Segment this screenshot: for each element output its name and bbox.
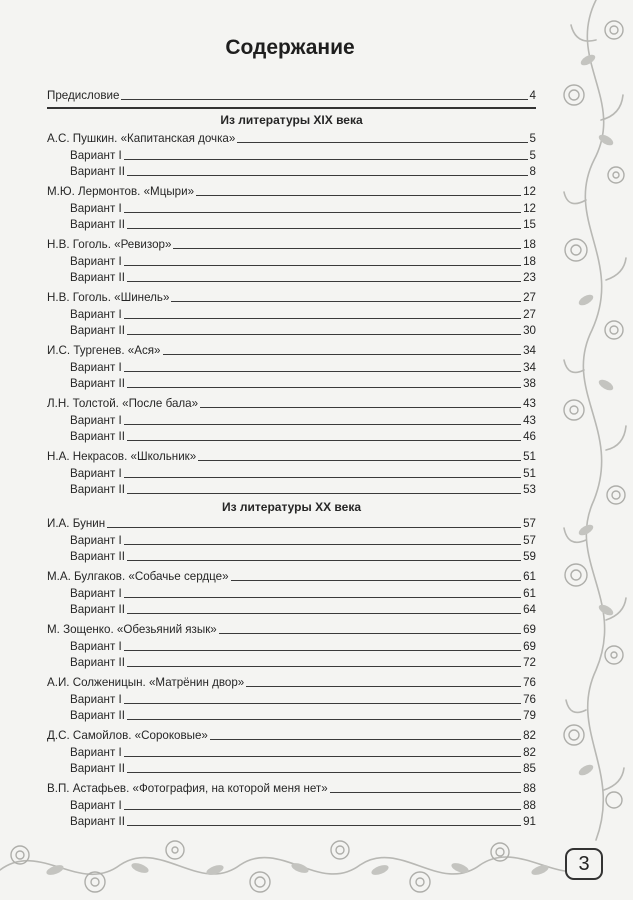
dot-leader <box>124 371 521 372</box>
entry-title: М.Ю. Лермонтов. «Мцыри» <box>47 185 195 198</box>
dot-leader <box>237 142 527 143</box>
dot-leader <box>127 440 521 441</box>
toc-entry-variant[interactable] <box>70 430 536 444</box>
entry-page-number: 79 <box>523 709 536 722</box>
entry-page-number: 4 <box>529 89 536 102</box>
toc-entry-variant[interactable] <box>70 255 536 269</box>
entry-page-number: 91 <box>523 815 536 828</box>
dot-leader <box>127 825 521 826</box>
dot-leader <box>124 265 521 266</box>
dot-leader <box>121 99 527 100</box>
entry-title: Н.В. Гоголь. «Шинель» <box>47 291 170 304</box>
entry-page-number: 59 <box>523 550 536 563</box>
entry-page-number: 18 <box>523 238 536 251</box>
entry-page-number: 5 <box>529 132 536 145</box>
entry-title: Вариант I <box>70 534 122 547</box>
entry-page-number: 38 <box>523 377 536 390</box>
dot-leader <box>124 318 521 319</box>
entry-title: Вариант II <box>70 709 125 722</box>
entry-page-number: 34 <box>523 344 536 357</box>
dot-leader <box>127 281 521 282</box>
toc-entry-variant[interactable] <box>70 202 536 216</box>
entry-title: Вариант I <box>70 255 122 268</box>
entry-page-number: 46 <box>523 430 536 443</box>
entry-title: Вариант II <box>70 603 125 616</box>
dot-leader <box>127 228 521 229</box>
entry-title: Вариант II <box>70 377 125 390</box>
entry-title: Вариант II <box>70 165 125 178</box>
toc-entry-variant[interactable] <box>70 656 536 670</box>
toc-entry-work[interactable] <box>47 570 536 584</box>
dot-leader <box>198 460 521 461</box>
entry-page-number: 27 <box>523 308 536 321</box>
toc-entry-work[interactable] <box>47 291 536 305</box>
entry-page-number: 64 <box>523 603 536 616</box>
entry-page-number: 8 <box>529 165 536 178</box>
dot-leader <box>231 580 522 581</box>
entry-title: А.С. Пушкин. «Капитанская дочка» <box>47 132 236 145</box>
entry-title: Вариант II <box>70 550 125 563</box>
entry-page-number: 85 <box>523 762 536 775</box>
entry-title: Вариант II <box>70 218 125 231</box>
entry-title: М. Зощенко. «Обезьяний язык» <box>47 623 217 636</box>
toc-entry-variant[interactable] <box>70 693 536 707</box>
entry-title: Вариант I <box>70 414 122 427</box>
dot-leader <box>124 477 521 478</box>
entry-title: Вариант I <box>70 467 122 480</box>
toc-entry-variant[interactable] <box>70 483 536 497</box>
dot-leader <box>200 407 521 408</box>
entry-page-number: 27 <box>523 291 536 304</box>
entry-page-number: 69 <box>523 640 536 653</box>
dot-leader <box>127 175 528 176</box>
toc-entry-variant[interactable] <box>70 414 536 428</box>
dot-leader <box>246 686 521 687</box>
entry-title: Вариант I <box>70 149 122 162</box>
entry-page-number: 72 <box>523 656 536 669</box>
dot-leader <box>171 301 521 302</box>
entry-title: Вариант I <box>70 202 122 215</box>
dot-leader <box>210 739 521 740</box>
toc-entry-work[interactable] <box>47 185 536 199</box>
entry-title: Н.А. Некрасов. «Школьник» <box>47 450 197 463</box>
entry-page-number: 76 <box>523 676 536 689</box>
entry-page-number: 82 <box>523 729 536 742</box>
toc-entry-variant[interactable] <box>70 271 536 285</box>
entry-title: Вариант I <box>70 308 122 321</box>
dot-leader <box>124 424 521 425</box>
toc-entry-work[interactable] <box>47 623 536 637</box>
toc-entry-variant[interactable] <box>70 361 536 375</box>
dot-leader <box>127 719 521 720</box>
toc-entry-variant[interactable] <box>70 709 536 723</box>
entry-page-number: 18 <box>523 255 536 268</box>
toc-entry-work[interactable] <box>47 782 536 796</box>
entry-page-number: 43 <box>523 414 536 427</box>
entry-title: Вариант I <box>70 587 122 600</box>
dot-leader <box>124 159 528 160</box>
dot-leader <box>127 387 521 388</box>
entry-page-number: 51 <box>523 467 536 480</box>
toc-entry-variant[interactable] <box>70 149 536 163</box>
dot-leader <box>219 633 521 634</box>
toc-entry-variant[interactable] <box>70 324 536 338</box>
section-heading: Из литературы XIX века <box>220 113 363 127</box>
entry-title: Вариант II <box>70 815 125 828</box>
entry-page-number: 88 <box>523 782 536 795</box>
toc-entry-variant[interactable] <box>70 746 536 760</box>
dot-leader <box>127 334 521 335</box>
entry-page-number: 23 <box>523 271 536 284</box>
entry-title: И.С. Тургенев. «Ася» <box>47 344 161 357</box>
entry-page-number: 34 <box>523 361 536 374</box>
toc-entry-work[interactable] <box>47 132 536 146</box>
toc-entry-variant[interactable] <box>70 587 536 601</box>
toc-entry-variant[interactable] <box>70 467 536 481</box>
page-number: 3 <box>565 848 603 880</box>
toc-entry-variant[interactable] <box>70 640 536 654</box>
entry-page-number: 76 <box>523 693 536 706</box>
entry-page-number: 61 <box>523 587 536 600</box>
entry-title: Л.Н. Толстой. «После бала» <box>47 397 199 410</box>
entry-page-number: 51 <box>523 450 536 463</box>
entry-title: Вариант II <box>70 762 125 775</box>
dot-leader <box>124 650 521 651</box>
section-heading: Из литературы XX века <box>222 500 361 514</box>
dot-leader <box>124 809 521 810</box>
dot-leader <box>127 666 521 667</box>
entry-title: Вариант II <box>70 483 125 496</box>
toc-entry-preface[interactable] <box>47 89 536 103</box>
dot-leader <box>127 560 521 561</box>
entry-title: И.А. Бунин <box>47 517 106 530</box>
entry-title: М.А. Булгаков. «Собачье сердце» <box>47 570 229 583</box>
toc-entry-work[interactable] <box>47 517 536 531</box>
entry-page-number: 53 <box>523 483 536 496</box>
dot-leader <box>127 493 521 494</box>
toc-entry-work[interactable] <box>47 238 536 252</box>
entry-page-number: 12 <box>523 202 536 215</box>
entry-title: Вариант II <box>70 656 125 669</box>
entry-title: Вариант II <box>70 324 125 337</box>
entry-page-number: 30 <box>523 324 536 337</box>
dot-leader <box>127 772 521 773</box>
entry-page-number: 12 <box>523 185 536 198</box>
dot-leader <box>163 354 522 355</box>
entry-page-number: 15 <box>523 218 536 231</box>
toc-entry-variant[interactable] <box>70 534 536 548</box>
dot-leader <box>124 703 521 704</box>
toc-entry-variant[interactable] <box>70 603 536 617</box>
entry-page-number: 69 <box>523 623 536 636</box>
toc-entry-work[interactable] <box>47 729 536 743</box>
entry-page-number: 82 <box>523 746 536 759</box>
dot-leader <box>107 527 521 528</box>
entry-page-number: 5 <box>529 149 536 162</box>
entry-title: В.П. Астафьев. «Фотография, на которой меня нет» <box>47 782 328 795</box>
toc-entry-variant[interactable] <box>70 218 536 232</box>
entry-page-number: 88 <box>523 799 536 812</box>
toc-entry-variant[interactable] <box>70 815 536 829</box>
entry-page-number: 43 <box>523 397 536 410</box>
entry-title: А.И. Солженицын. «Матрёнин двор» <box>47 676 245 689</box>
entry-title: Предисловие <box>47 89 120 102</box>
toc-entry-work[interactable] <box>47 344 536 358</box>
entry-title: Вариант I <box>70 640 122 653</box>
entry-title: Вариант I <box>70 361 122 374</box>
dot-leader <box>196 195 521 196</box>
dot-leader <box>124 212 521 213</box>
entry-page-number: 57 <box>523 534 536 547</box>
toc-entry-variant[interactable] <box>70 799 536 813</box>
toc-entry-variant[interactable] <box>70 308 536 322</box>
entry-title: Вариант I <box>70 799 122 812</box>
entry-title: Вариант I <box>70 746 122 759</box>
entry-title: Д.С. Самойлов. «Сороковые» <box>47 729 208 742</box>
dot-leader <box>124 544 521 545</box>
toc-entry-work[interactable] <box>47 397 536 411</box>
entry-title: Н.В. Гоголь. «Ревизор» <box>47 238 172 251</box>
toc-entry-work[interactable] <box>47 676 536 690</box>
entry-page-number: 61 <box>523 570 536 583</box>
toc-entry-work[interactable] <box>47 450 536 464</box>
dot-leader <box>124 756 521 757</box>
toc-entry-variant[interactable] <box>70 762 536 776</box>
dot-leader <box>330 792 521 793</box>
entry-title: Вариант I <box>70 693 122 706</box>
page-title: Содержание <box>225 36 355 59</box>
toc-entry-variant[interactable] <box>70 165 536 179</box>
dot-leader <box>127 613 521 614</box>
dot-leader <box>173 248 521 249</box>
toc-entry-variant[interactable] <box>70 377 536 391</box>
toc-entry-variant[interactable] <box>70 550 536 564</box>
entry-page-number: 57 <box>523 517 536 530</box>
dot-leader <box>124 597 521 598</box>
entry-title: Вариант II <box>70 271 125 284</box>
entry-title: Вариант II <box>70 430 125 443</box>
